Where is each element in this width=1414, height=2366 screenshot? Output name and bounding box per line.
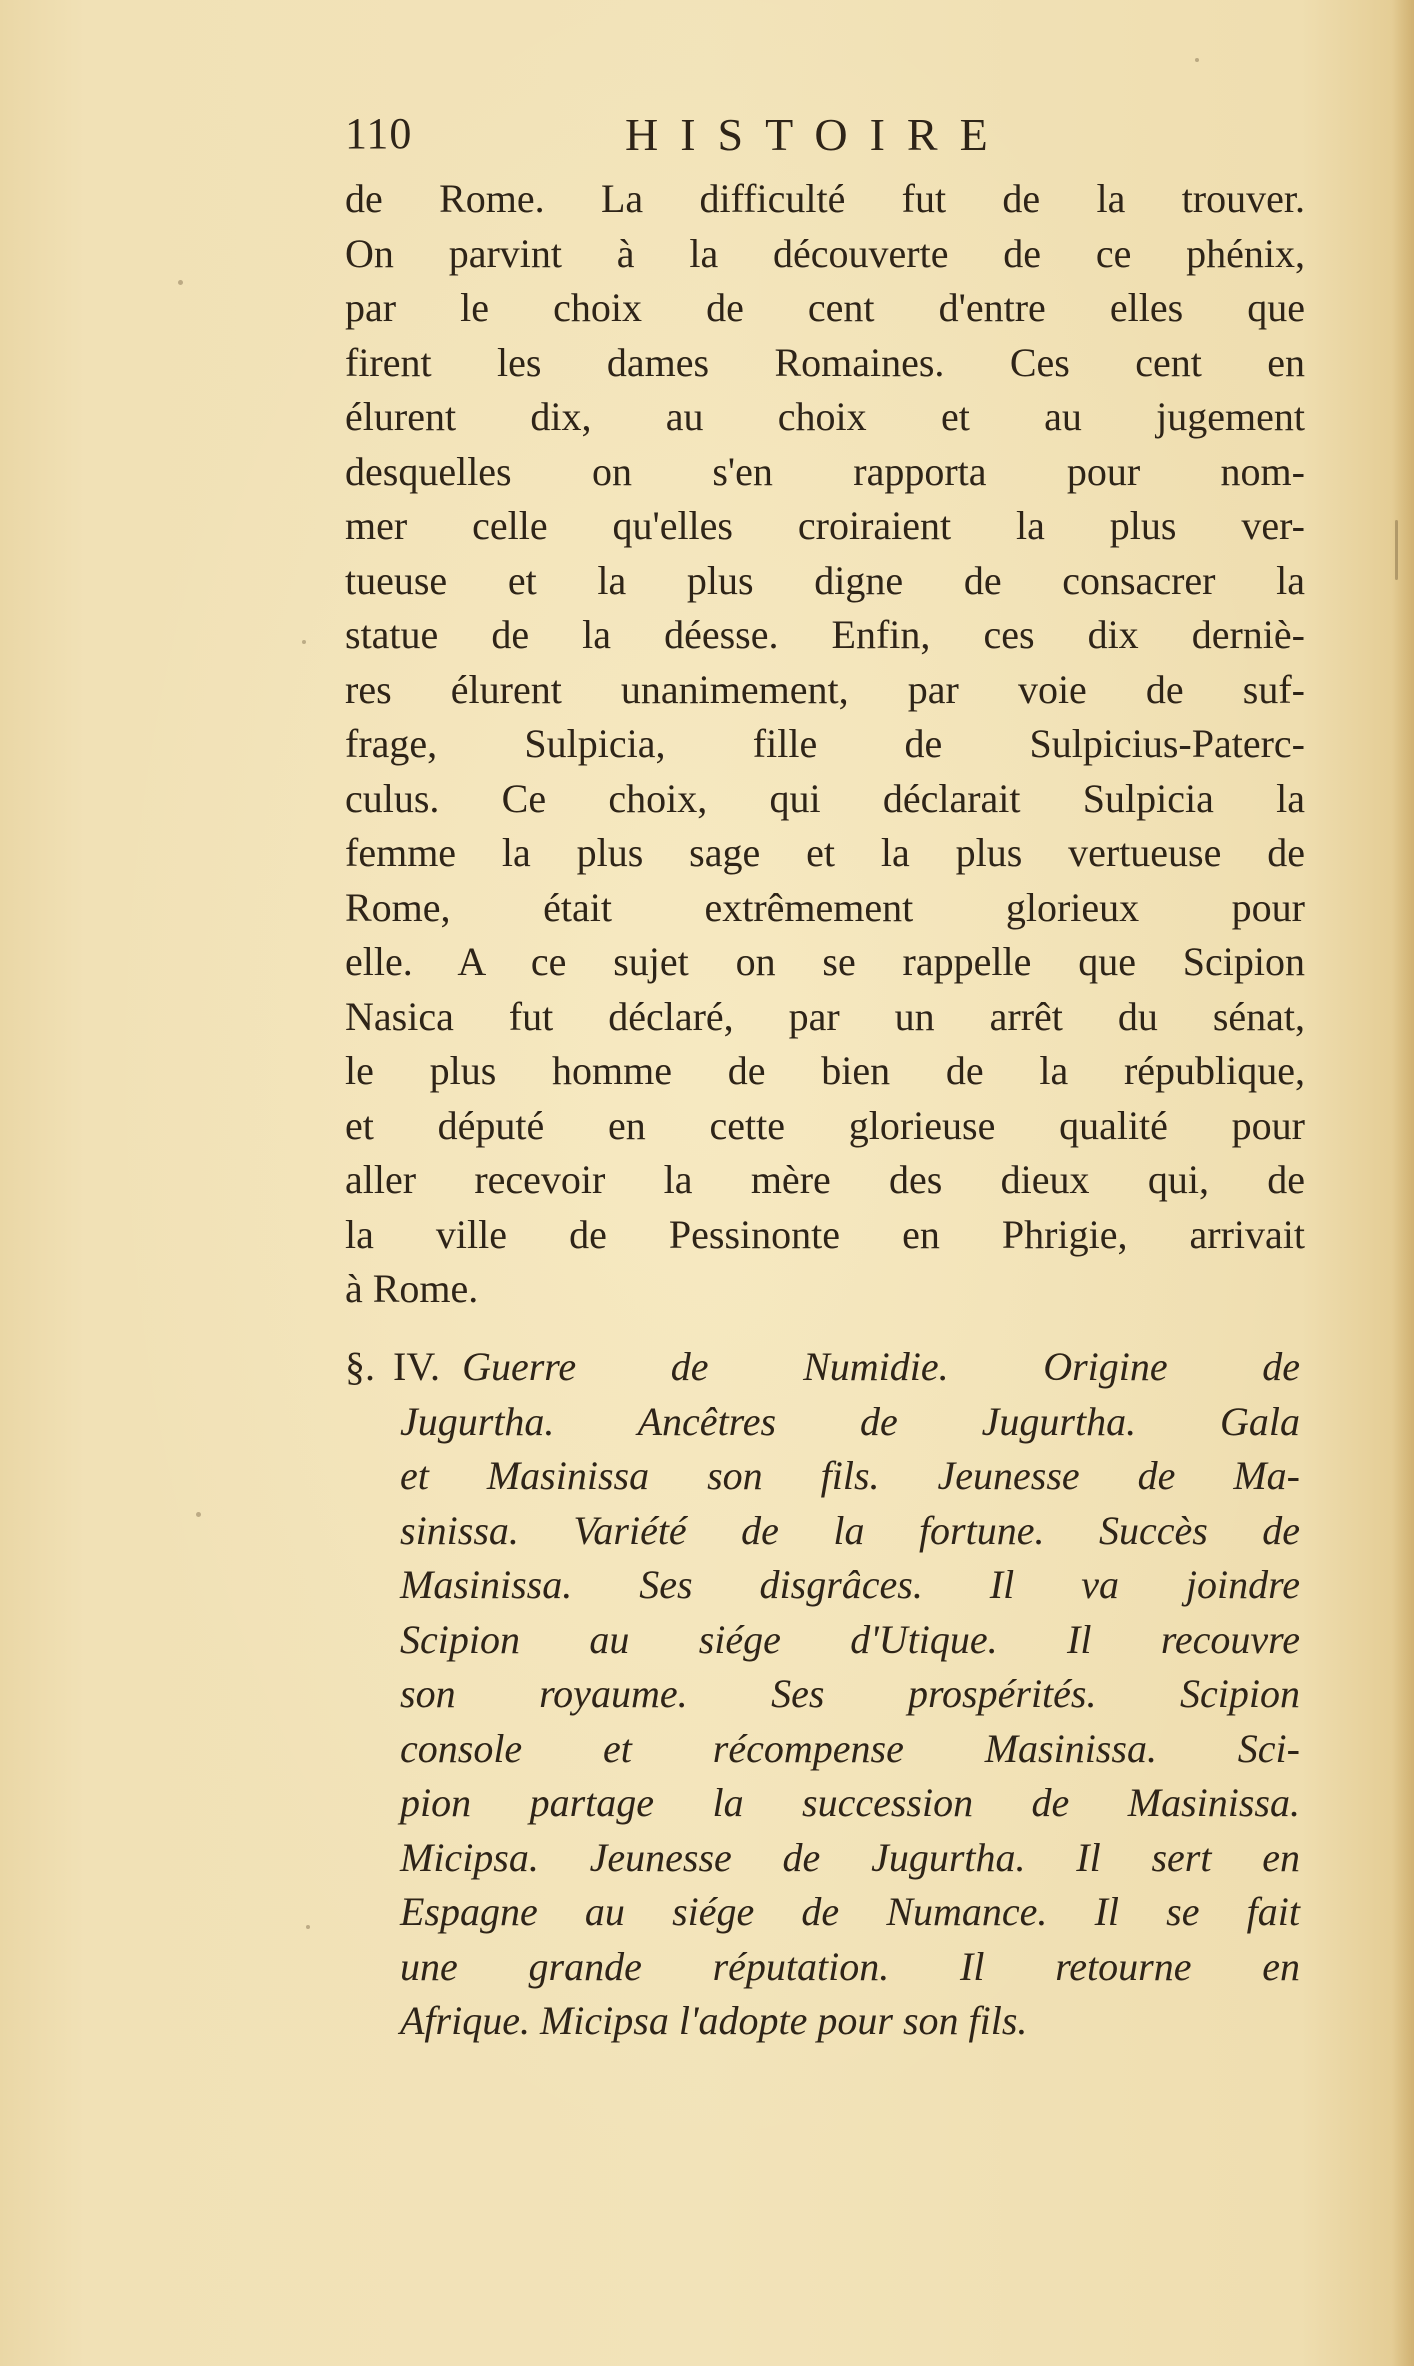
summary-line: Afrique. Micipsa l'adopte pour son fils. bbox=[400, 1998, 1028, 2043]
text-line: res élurent unanimement, par voie de suf- bbox=[345, 666, 1305, 712]
text-line: mer celle qu'elles croiraient la plus ver- bbox=[345, 503, 1305, 548]
text-line: et député en cette glorieuse qualité pour bbox=[345, 1102, 1305, 1148]
paper-speck bbox=[302, 640, 306, 644]
paper-speck bbox=[178, 280, 183, 285]
summary-line: Guerre de Numidie. Origine de bbox=[462, 1344, 1300, 1389]
text-line: élurent dix, au choix et au jugement bbox=[345, 394, 1305, 439]
text-line: à Rome. bbox=[345, 1266, 479, 1311]
text-line: le plus homme de bien de la république, bbox=[345, 1048, 1305, 1093]
text-line: culus. Ce choix, qui déclarait Sulpicia la bbox=[345, 775, 1305, 821]
summary-first-line bbox=[345, 1340, 1300, 1395]
section-mark: §. bbox=[345, 1344, 375, 1389]
paper-speck bbox=[306, 1925, 310, 1929]
text-line: desquelles on s'en rapporta pour nom- bbox=[345, 448, 1305, 494]
text-line: statue de la déesse. Enfin, ces dix derniè- bbox=[345, 612, 1305, 657]
section-number: IV. bbox=[393, 1344, 441, 1389]
summary-line: une grande réputation. Il retourne en bbox=[400, 1943, 1300, 1989]
running-title: HISTOIRE bbox=[625, 109, 1010, 160]
summary-line: Micipsa. Jeunesse de Jugurtha. Il sert en bbox=[400, 1834, 1300, 1880]
summary-line: son royaume. Ses prospérités. Scipion bbox=[400, 1671, 1300, 1716]
text-line: Nasica fut déclaré, par un arrêt du sénat, bbox=[345, 993, 1305, 1039]
text-line: Rome, était extrêmement glorieux pour bbox=[345, 884, 1305, 930]
page-edge-shadow bbox=[1392, 0, 1414, 2366]
paper-speck bbox=[196, 1512, 201, 1517]
summary-line: sinissa. Variété de la fortune. Succès de bbox=[400, 1507, 1300, 1553]
text-line: elle. A ce sujet on se rappelle que Scipion bbox=[345, 939, 1305, 984]
text-line: frage, Sulpicia, fille de Sulpicius-Paterc- bbox=[345, 721, 1305, 766]
summary-line: pion partage la succession de Masinissa. bbox=[400, 1780, 1300, 1825]
text-line: la ville de Pessinonte en Phrigie, arrivait bbox=[345, 1211, 1305, 1257]
summary-line: Jugurtha. Ancêtres de Jugurtha. Gala bbox=[400, 1398, 1300, 1444]
paper-speck bbox=[1395, 520, 1398, 580]
chapter-summary bbox=[345, 1340, 1300, 2049]
body-paragraph bbox=[345, 172, 1305, 1317]
text-line: On parvint à la découverte de ce phénix, bbox=[345, 230, 1305, 276]
summary-line: Masinissa. Ses disgrâces. Il va joindre bbox=[400, 1562, 1300, 1607]
text-line: tueuse et la plus digne de consacrer la bbox=[345, 557, 1305, 603]
page-number: 110 bbox=[345, 109, 413, 158]
summary-line: Espagne au siége de Numance. Il se fait bbox=[400, 1889, 1300, 1934]
text-line: par le choix de cent d'entre elles que bbox=[345, 285, 1305, 330]
summary-line: Scipion au siége d'Utique. Il recouvre bbox=[400, 1616, 1300, 1662]
paper-speck bbox=[1195, 58, 1199, 62]
summary-line: et Masinissa son fils. Jeunesse de Ma- bbox=[400, 1453, 1300, 1498]
text-line: firent les dames Romaines. Ces cent en bbox=[345, 339, 1305, 385]
summary-line: console et récompense Masinissa. Sci- bbox=[400, 1725, 1300, 1771]
text-line: femme la plus sage et la plus vertueuse de bbox=[345, 830, 1305, 875]
text-line: de Rome. La difficulté fut de la trouver. bbox=[345, 176, 1305, 221]
running-head bbox=[345, 108, 1265, 168]
text-line: aller recevoir la mère des dieux qui, de bbox=[345, 1157, 1305, 1202]
